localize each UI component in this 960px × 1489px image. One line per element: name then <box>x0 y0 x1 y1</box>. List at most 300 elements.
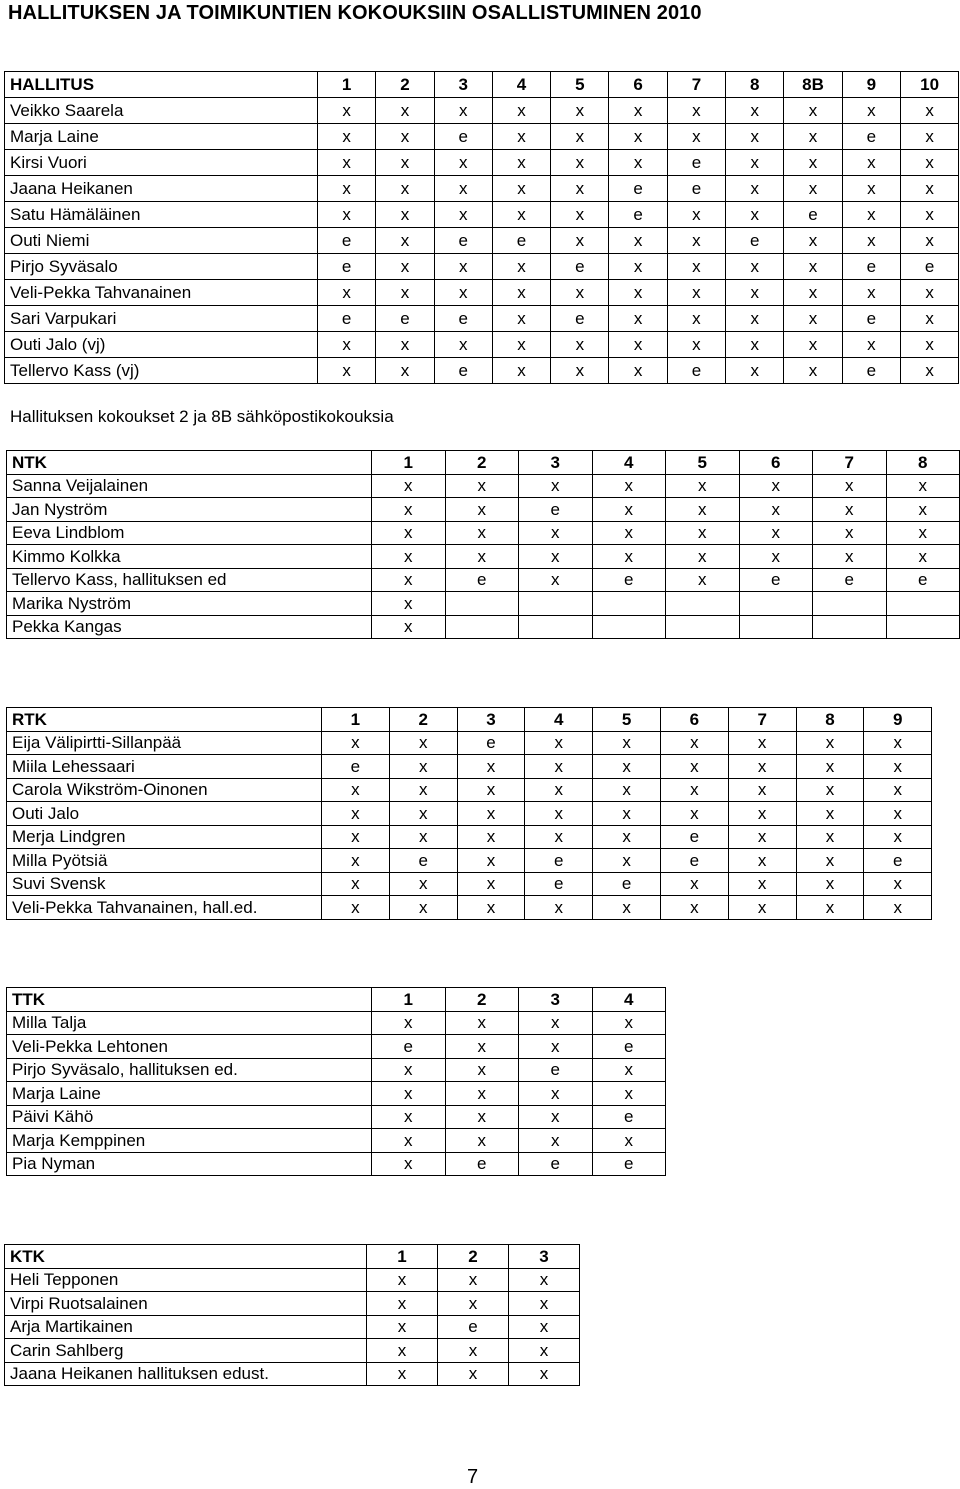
attendance-mark: x <box>376 358 434 384</box>
attendance-mark: x <box>667 124 725 150</box>
attendance-mark: x <box>372 1082 446 1106</box>
attendance-mark: e <box>667 358 725 384</box>
attendance-mark: x <box>525 731 593 755</box>
attendance-mark: x <box>726 124 784 150</box>
meeting-number-header: 2 <box>438 1245 509 1269</box>
member-name: Veli-Pekka Lehtonen <box>7 1035 372 1059</box>
attendance-mark: x <box>726 202 784 228</box>
attendance-mark: x <box>864 802 932 826</box>
attendance-mark: x <box>609 306 667 332</box>
attendance-mark: x <box>376 280 434 306</box>
member-name: Suvi Svensk <box>7 872 322 896</box>
attendance-mark: x <box>519 545 593 569</box>
attendance-mark: x <box>886 521 960 545</box>
attendance-mark: x <box>609 124 667 150</box>
meeting-number-header: 5 <box>666 451 740 475</box>
attendance-mark <box>592 615 666 639</box>
attendance-mark: x <box>728 825 796 849</box>
committee-name: HALLITUS <box>5 72 318 98</box>
member-name: Marja Kemppinen <box>7 1129 372 1153</box>
attendance-mark: x <box>509 1315 580 1339</box>
attendance-mark: x <box>376 202 434 228</box>
attendance-mark: x <box>445 498 519 522</box>
ntk-attendance-table <box>6 450 960 639</box>
attendance-mark: x <box>457 802 525 826</box>
member-name: Jaana Heikanen <box>5 176 318 202</box>
attendance-mark: e <box>445 1152 519 1176</box>
attendance-mark: x <box>593 825 661 849</box>
attendance-mark <box>445 592 519 616</box>
attendance-mark: x <box>660 896 728 920</box>
meeting-number-header: 5 <box>551 72 609 98</box>
attendance-mark: e <box>784 202 842 228</box>
attendance-mark: x <box>445 1058 519 1082</box>
attendance-mark: x <box>666 545 740 569</box>
attendance-mark: x <box>519 1035 593 1059</box>
attendance-mark: x <box>667 332 725 358</box>
attendance-mark: e <box>434 358 492 384</box>
attendance-mark: x <box>389 825 457 849</box>
attendance-mark: x <box>900 280 958 306</box>
member-row <box>7 545 960 569</box>
attendance-mark: x <box>796 849 864 873</box>
meeting-number-header: 4 <box>492 72 550 98</box>
attendance-mark: x <box>728 872 796 896</box>
hallitus-header-row <box>5 72 959 98</box>
hallitus-footnote: Hallituksen kokoukset 2 ja 8B sähköpostikokouksia <box>10 407 394 426</box>
attendance-mark: x <box>367 1362 438 1386</box>
attendance-mark: x <box>592 545 666 569</box>
member-row <box>7 521 960 545</box>
attendance-mark: e <box>609 202 667 228</box>
attendance-mark: x <box>813 474 887 498</box>
member-name: Heli Tepponen <box>5 1268 367 1292</box>
attendance-mark: x <box>318 280 376 306</box>
attendance-mark: e <box>864 849 932 873</box>
attendance-mark: x <box>318 332 376 358</box>
attendance-mark: x <box>525 755 593 779</box>
attendance-mark: x <box>593 802 661 826</box>
meeting-number-header: 8 <box>726 72 784 98</box>
meeting-number-header: 3 <box>457 708 525 732</box>
attendance-mark: x <box>434 332 492 358</box>
attendance-mark: e <box>434 124 492 150</box>
member-name: Arja Martikainen <box>5 1315 367 1339</box>
member-row <box>5 228 959 254</box>
attendance-mark: x <box>322 896 390 920</box>
attendance-mark: x <box>434 254 492 280</box>
member-row <box>5 280 959 306</box>
member-row <box>7 568 960 592</box>
attendance-mark: x <box>322 802 390 826</box>
member-name: Pekka Kangas <box>7 615 372 639</box>
member-row <box>7 1011 666 1035</box>
meeting-number-header: 8 <box>796 708 864 732</box>
attendance-mark: e <box>318 306 376 332</box>
attendance-mark: x <box>445 1129 519 1153</box>
attendance-mark: e <box>389 849 457 873</box>
page-number: 7 <box>467 1466 479 1488</box>
attendance-mark: x <box>784 280 842 306</box>
attendance-mark: x <box>666 521 740 545</box>
attendance-mark <box>813 615 887 639</box>
attendance-mark: x <box>492 280 550 306</box>
member-row <box>7 1152 666 1176</box>
member-row <box>7 615 960 639</box>
meeting-number-header: 4 <box>592 451 666 475</box>
attendance-mark: x <box>726 98 784 124</box>
attendance-mark: e <box>322 755 390 779</box>
attendance-mark: x <box>318 124 376 150</box>
meeting-number-header: 1 <box>322 708 390 732</box>
attendance-mark: x <box>666 498 740 522</box>
meeting-number-header: 2 <box>445 451 519 475</box>
attendance-mark: x <box>796 825 864 849</box>
attendance-mark: x <box>438 1268 509 1292</box>
attendance-mark: e <box>667 176 725 202</box>
attendance-mark: x <box>445 545 519 569</box>
meeting-number-header: 2 <box>376 72 434 98</box>
member-row <box>7 731 932 755</box>
attendance-mark: x <box>376 332 434 358</box>
member-row <box>7 1058 666 1082</box>
meeting-number-header: 6 <box>609 72 667 98</box>
attendance-mark: x <box>660 802 728 826</box>
member-name: Outi Niemi <box>5 228 318 254</box>
member-name: Veli-Pekka Tahvanainen <box>5 280 318 306</box>
attendance-mark: x <box>796 778 864 802</box>
attendance-mark: x <box>367 1339 438 1363</box>
attendance-mark: x <box>842 98 900 124</box>
attendance-mark: x <box>445 1035 519 1059</box>
meeting-number-header: 6 <box>739 451 813 475</box>
document-title: HALLITUKSEN JA TOIMIKUNTIEN KOKOUKSIIN OSALLISTUMINEN 2010 <box>8 2 702 24</box>
attendance-mark: x <box>667 98 725 124</box>
attendance-mark: e <box>900 254 958 280</box>
member-name: Marja Laine <box>7 1082 372 1106</box>
attendance-mark: e <box>842 124 900 150</box>
member-name: Veikko Saarela <box>5 98 318 124</box>
attendance-mark: e <box>726 228 784 254</box>
member-row <box>7 802 932 826</box>
meeting-number-header: 10 <box>900 72 958 98</box>
attendance-mark: x <box>842 176 900 202</box>
attendance-mark: x <box>592 521 666 545</box>
attendance-mark: x <box>739 521 813 545</box>
attendance-mark: x <box>900 358 958 384</box>
attendance-mark: x <box>445 474 519 498</box>
attendance-mark: x <box>592 1058 666 1082</box>
attendance-mark: x <box>667 254 725 280</box>
attendance-mark: x <box>551 176 609 202</box>
ktk-attendance-table <box>4 1244 580 1386</box>
attendance-mark: x <box>592 1011 666 1035</box>
attendance-mark: x <box>593 755 661 779</box>
attendance-mark: x <box>551 98 609 124</box>
meeting-number-header: 3 <box>519 451 593 475</box>
attendance-mark: x <box>660 872 728 896</box>
attendance-mark: x <box>492 150 550 176</box>
attendance-mark: x <box>842 280 900 306</box>
attendance-mark: x <box>592 1129 666 1153</box>
attendance-mark: x <box>519 521 593 545</box>
member-name: Marja Laine <box>5 124 318 150</box>
attendance-mark: x <box>551 202 609 228</box>
attendance-mark: x <box>551 280 609 306</box>
committee-name: NTK <box>7 451 372 475</box>
attendance-mark: e <box>372 1035 446 1059</box>
attendance-mark: e <box>739 568 813 592</box>
attendance-mark: x <box>784 358 842 384</box>
meeting-number-header: 1 <box>372 451 446 475</box>
attendance-mark <box>666 615 740 639</box>
attendance-mark: x <box>519 1105 593 1129</box>
attendance-mark: x <box>784 254 842 280</box>
attendance-mark: x <box>813 498 887 522</box>
attendance-mark: x <box>389 755 457 779</box>
meeting-number-header: 1 <box>367 1245 438 1269</box>
member-row <box>7 1105 666 1129</box>
attendance-mark: e <box>438 1315 509 1339</box>
member-name: Kirsi Vuori <box>5 150 318 176</box>
attendance-mark: x <box>609 280 667 306</box>
attendance-mark: x <box>813 521 887 545</box>
attendance-mark: x <box>372 1058 446 1082</box>
attendance-mark: x <box>322 778 390 802</box>
attendance-mark: x <box>445 1011 519 1035</box>
attendance-mark: x <box>813 545 887 569</box>
attendance-mark: x <box>609 98 667 124</box>
attendance-mark: x <box>842 228 900 254</box>
attendance-mark: e <box>592 568 666 592</box>
attendance-mark: x <box>519 1082 593 1106</box>
attendance-mark: x <box>864 755 932 779</box>
attendance-mark: e <box>842 358 900 384</box>
attendance-mark: e <box>318 228 376 254</box>
meeting-number-header: 3 <box>509 1245 580 1269</box>
attendance-mark: x <box>551 358 609 384</box>
meeting-number-header: 9 <box>842 72 900 98</box>
attendance-mark: x <box>492 176 550 202</box>
attendance-mark: x <box>593 849 661 873</box>
attendance-mark: e <box>667 150 725 176</box>
attendance-mark: e <box>592 1035 666 1059</box>
attendance-mark: x <box>376 228 434 254</box>
attendance-mark: x <box>318 358 376 384</box>
attendance-mark: x <box>900 98 958 124</box>
attendance-mark: e <box>592 1105 666 1129</box>
attendance-mark: x <box>434 150 492 176</box>
attendance-mark: x <box>726 332 784 358</box>
attendance-mark: x <box>389 731 457 755</box>
attendance-mark: x <box>900 332 958 358</box>
attendance-mark: x <box>728 755 796 779</box>
attendance-mark <box>445 615 519 639</box>
attendance-mark: e <box>813 568 887 592</box>
meeting-number-header: 2 <box>389 708 457 732</box>
attendance-mark: x <box>784 150 842 176</box>
attendance-mark: x <box>389 802 457 826</box>
attendance-mark: x <box>389 872 457 896</box>
member-row <box>5 98 959 124</box>
member-row <box>7 592 960 616</box>
member-row <box>5 254 959 280</box>
attendance-mark: x <box>900 150 958 176</box>
attendance-mark: x <box>372 592 446 616</box>
attendance-mark: x <box>796 896 864 920</box>
attendance-mark: x <box>492 254 550 280</box>
attendance-mark: x <box>434 176 492 202</box>
attendance-mark: x <box>660 731 728 755</box>
attendance-mark: x <box>667 306 725 332</box>
attendance-mark: x <box>726 176 784 202</box>
ktk-header-row <box>5 1245 580 1269</box>
member-name: Kimmo Kolkka <box>7 545 372 569</box>
member-name: Carola Wikström-Oinonen <box>7 778 322 802</box>
attendance-mark: x <box>525 778 593 802</box>
attendance-mark: x <box>784 306 842 332</box>
attendance-mark: x <box>551 228 609 254</box>
member-name: Pia Nyman <box>7 1152 372 1176</box>
attendance-mark: x <box>457 872 525 896</box>
attendance-mark: x <box>551 150 609 176</box>
attendance-mark: x <box>784 228 842 254</box>
member-row <box>5 1339 580 1363</box>
member-name: Carin Sahlberg <box>5 1339 367 1363</box>
attendance-mark: x <box>726 254 784 280</box>
attendance-mark: x <box>551 124 609 150</box>
attendance-mark: x <box>376 254 434 280</box>
attendance-mark: x <box>864 896 932 920</box>
attendance-mark: x <box>728 802 796 826</box>
attendance-mark: x <box>322 731 390 755</box>
attendance-mark <box>739 592 813 616</box>
attendance-mark: x <box>728 778 796 802</box>
attendance-mark: x <box>434 202 492 228</box>
attendance-mark: x <box>667 280 725 306</box>
member-row <box>5 332 959 358</box>
member-row <box>7 1129 666 1153</box>
attendance-mark: x <box>372 498 446 522</box>
attendance-mark: e <box>445 568 519 592</box>
attendance-mark: x <box>592 474 666 498</box>
attendance-mark: x <box>886 498 960 522</box>
attendance-mark: x <box>864 731 932 755</box>
attendance-mark: e <box>457 731 525 755</box>
attendance-mark: x <box>796 872 864 896</box>
attendance-mark: x <box>492 358 550 384</box>
attendance-mark: x <box>434 98 492 124</box>
attendance-mark: e <box>660 825 728 849</box>
attendance-mark: x <box>372 1152 446 1176</box>
member-name: Satu Hämäläinen <box>5 202 318 228</box>
attendance-mark: x <box>726 280 784 306</box>
member-row <box>5 1292 580 1316</box>
attendance-mark: x <box>376 150 434 176</box>
meeting-number-header: 7 <box>728 708 796 732</box>
attendance-mark <box>519 615 593 639</box>
attendance-mark: x <box>900 202 958 228</box>
meeting-number-header: 8 <box>886 451 960 475</box>
meeting-number-header: 6 <box>660 708 728 732</box>
member-row <box>7 872 932 896</box>
attendance-mark: x <box>445 1105 519 1129</box>
attendance-mark: x <box>609 150 667 176</box>
attendance-mark: x <box>492 98 550 124</box>
attendance-mark: x <box>372 615 446 639</box>
member-row <box>5 358 959 384</box>
attendance-mark: x <box>609 254 667 280</box>
attendance-mark: x <box>784 332 842 358</box>
member-name: Milla Talja <box>7 1011 372 1035</box>
attendance-mark: x <box>434 280 492 306</box>
member-name: Marika Nyström <box>7 592 372 616</box>
attendance-mark: x <box>784 124 842 150</box>
attendance-mark: x <box>322 872 390 896</box>
member-row <box>5 176 959 202</box>
member-name: Milla Pyötsiä <box>7 849 322 873</box>
attendance-mark: x <box>457 896 525 920</box>
member-row <box>5 1315 580 1339</box>
attendance-mark: x <box>784 176 842 202</box>
attendance-mark: x <box>592 498 666 522</box>
member-name: Merja Lindgren <box>7 825 322 849</box>
attendance-mark: x <box>900 228 958 254</box>
attendance-mark: x <box>609 228 667 254</box>
attendance-mark: x <box>667 202 725 228</box>
attendance-mark: x <box>492 332 550 358</box>
attendance-mark: x <box>457 755 525 779</box>
attendance-mark: x <box>492 124 550 150</box>
attendance-mark: x <box>784 98 842 124</box>
member-name: Jan Nyström <box>7 498 372 522</box>
attendance-mark: x <box>592 1082 666 1106</box>
attendance-mark: x <box>667 228 725 254</box>
rtk-header-row <box>7 708 932 732</box>
member-name: Tellervo Kass (vj) <box>5 358 318 384</box>
attendance-mark: e <box>434 306 492 332</box>
member-row <box>7 1082 666 1106</box>
attendance-mark: x <box>367 1268 438 1292</box>
hallitus-attendance-table <box>4 71 959 384</box>
member-name: Tellervo Kass, hallituksen ed <box>7 568 372 592</box>
attendance-mark: e <box>886 568 960 592</box>
member-row <box>5 1362 580 1386</box>
attendance-mark <box>886 592 960 616</box>
rtk-attendance-table <box>6 707 932 920</box>
committee-name: TTK <box>7 988 372 1012</box>
member-row <box>5 1268 580 1292</box>
member-row <box>7 778 932 802</box>
attendance-mark: x <box>551 332 609 358</box>
attendance-mark: e <box>434 228 492 254</box>
attendance-mark: x <box>666 568 740 592</box>
attendance-mark: x <box>728 849 796 873</box>
attendance-mark: x <box>886 545 960 569</box>
attendance-mark: x <box>445 1082 519 1106</box>
meeting-number-header: 3 <box>519 988 593 1012</box>
attendance-mark: x <box>367 1292 438 1316</box>
attendance-mark: x <box>389 896 457 920</box>
attendance-mark: x <box>376 124 434 150</box>
member-name: Eija Välipirtti-Sillanpää <box>7 731 322 755</box>
attendance-mark: x <box>509 1339 580 1363</box>
attendance-mark: x <box>372 1105 446 1129</box>
attendance-mark: e <box>376 306 434 332</box>
attendance-mark: x <box>660 755 728 779</box>
attendance-mark: x <box>660 778 728 802</box>
attendance-mark <box>519 592 593 616</box>
